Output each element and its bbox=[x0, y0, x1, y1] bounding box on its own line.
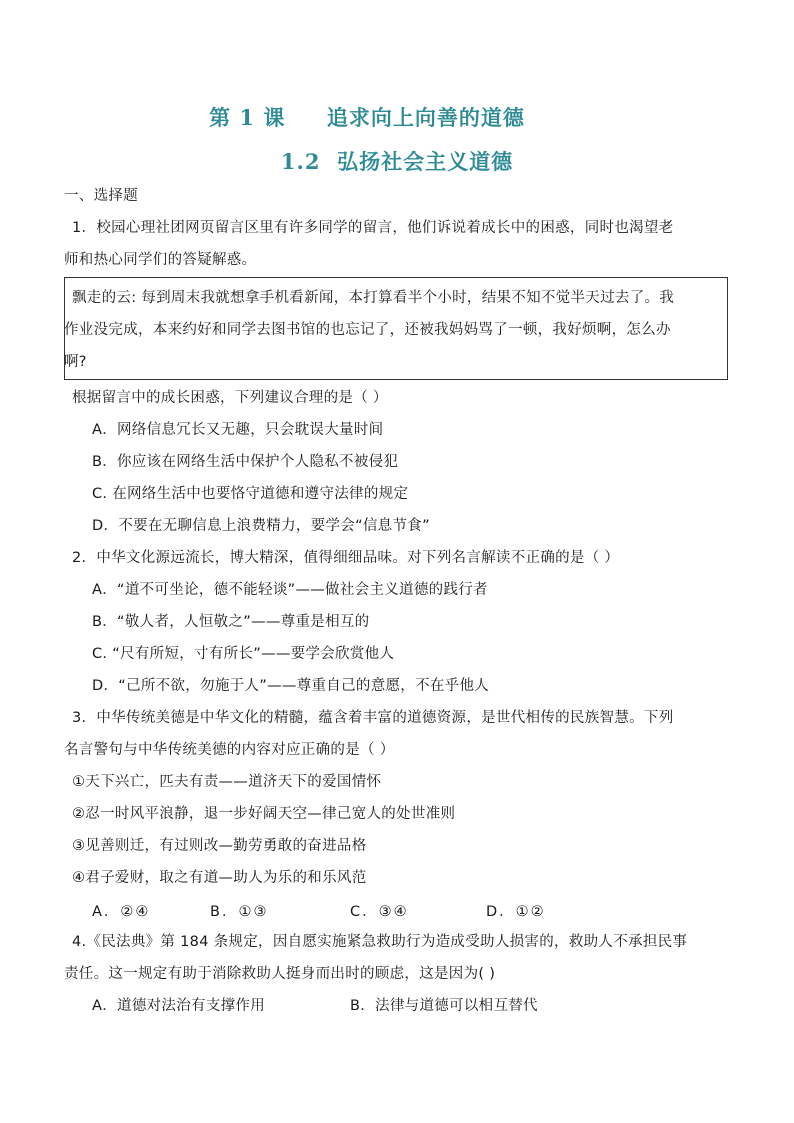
q4-option-b: B．法律与道德可以相互替代 bbox=[350, 998, 538, 1014]
q1-option-d: D．不要在无聊信息上浪费精力，要学会“信息节食” bbox=[92, 518, 430, 534]
q1-option-b: B．你应该在网络生活中保护个人隐私不被侵犯 bbox=[92, 454, 399, 470]
q4-stem-line1: 4.《民法典》第 184 条规定，因自愿实施紧急救助行为造成受助人损害的，救助人不承担民事 bbox=[72, 934, 688, 950]
question-type-heading: 一、选择题 bbox=[64, 188, 138, 204]
q3-stem-line1: 3．中华传统美德是中华文化的精髓，蕴含着丰富的道德资源，是世代相传的民族智慧。下列 bbox=[72, 710, 674, 726]
q1-message-line3: 啊? bbox=[64, 354, 87, 370]
q1-message-line2: 作业没完成，本来约好和同学去图书馆的也忘记了，还被我妈妈骂了一顿，我好烦啊，怎么办 bbox=[64, 322, 671, 338]
q1-message-line1: 飘走的云: 每到周末我就想拿手机看新闻，本打算看半个小时，结果不知不觉半天过去了。我 bbox=[72, 290, 675, 306]
q3-option-b: B．①③ bbox=[210, 904, 269, 920]
q3-item-1: ①天下兴亡，匹夫有责——道济天下的爱国情怀 bbox=[72, 774, 382, 790]
q1-option-a: A．网络信息冗长又无趣，只会耽误大量时间 bbox=[92, 422, 384, 438]
q2-option-c: C. “尺有所短，寸有所长”——要学会欣赏他人 bbox=[92, 646, 395, 662]
q4-stem-line2: 责任。这一规定有助于消除救助人挺身而出时的顾虑，这是因为( ) bbox=[64, 966, 496, 982]
lesson-title: 第 1 课 追求向上向善的道德 bbox=[209, 105, 525, 130]
q2-option-a: A．“道不可坐论，德不能轻谈”——做社会主义道德的践行者 bbox=[92, 582, 488, 598]
q1-stem-line1: 1．校园心理社团网页留言区里有许多同学的留言，他们诉说着成长中的困惑，同时也渴望老 bbox=[72, 220, 674, 236]
q2-option-b: B．“敬人者，人恒敬之”——尊重是相互的 bbox=[92, 614, 370, 630]
q3-item-2: ②忍一时风平浪静，退一步好阔天空—律己宽人的处世准则 bbox=[72, 806, 456, 822]
q1-stem-line2: 师和热心同学们的答疑解惑。 bbox=[64, 252, 257, 268]
q2-stem: 2．中华文化源远流长，博大精深，值得细细品味。对下列名言解读不正确的是（ ） bbox=[72, 550, 620, 566]
q2-option-d: D．“己所不欲，勿施于人”——尊重自己的意愿，不在乎他人 bbox=[92, 678, 490, 694]
q3-stem-line2: 名言警句与中华传统美德的内容对应正确的是（ ） bbox=[64, 742, 395, 758]
q4-option-a: A．道德对法治有支撑作用 bbox=[92, 998, 266, 1014]
q1-option-c: C. 在网络生活中也要恪守道德和遵守法律的规定 bbox=[92, 486, 409, 502]
q3-option-c: C．③④ bbox=[350, 904, 409, 920]
q3-item-3: ③见善则迁，有过则改—勤劳勇敢的奋进品格 bbox=[72, 838, 367, 854]
q3-option-d: D．①② bbox=[486, 904, 546, 920]
q1-question: 根据留言中的成长困惑，下列建议合理的是（ ） bbox=[72, 390, 388, 406]
section-title: 1.2 弘扬社会主义道德 bbox=[280, 149, 514, 174]
q3-item-4: ④君子爱财，取之有道—助人为乐的和乐风范 bbox=[72, 870, 367, 886]
q3-option-a: A．②④ bbox=[92, 904, 151, 920]
